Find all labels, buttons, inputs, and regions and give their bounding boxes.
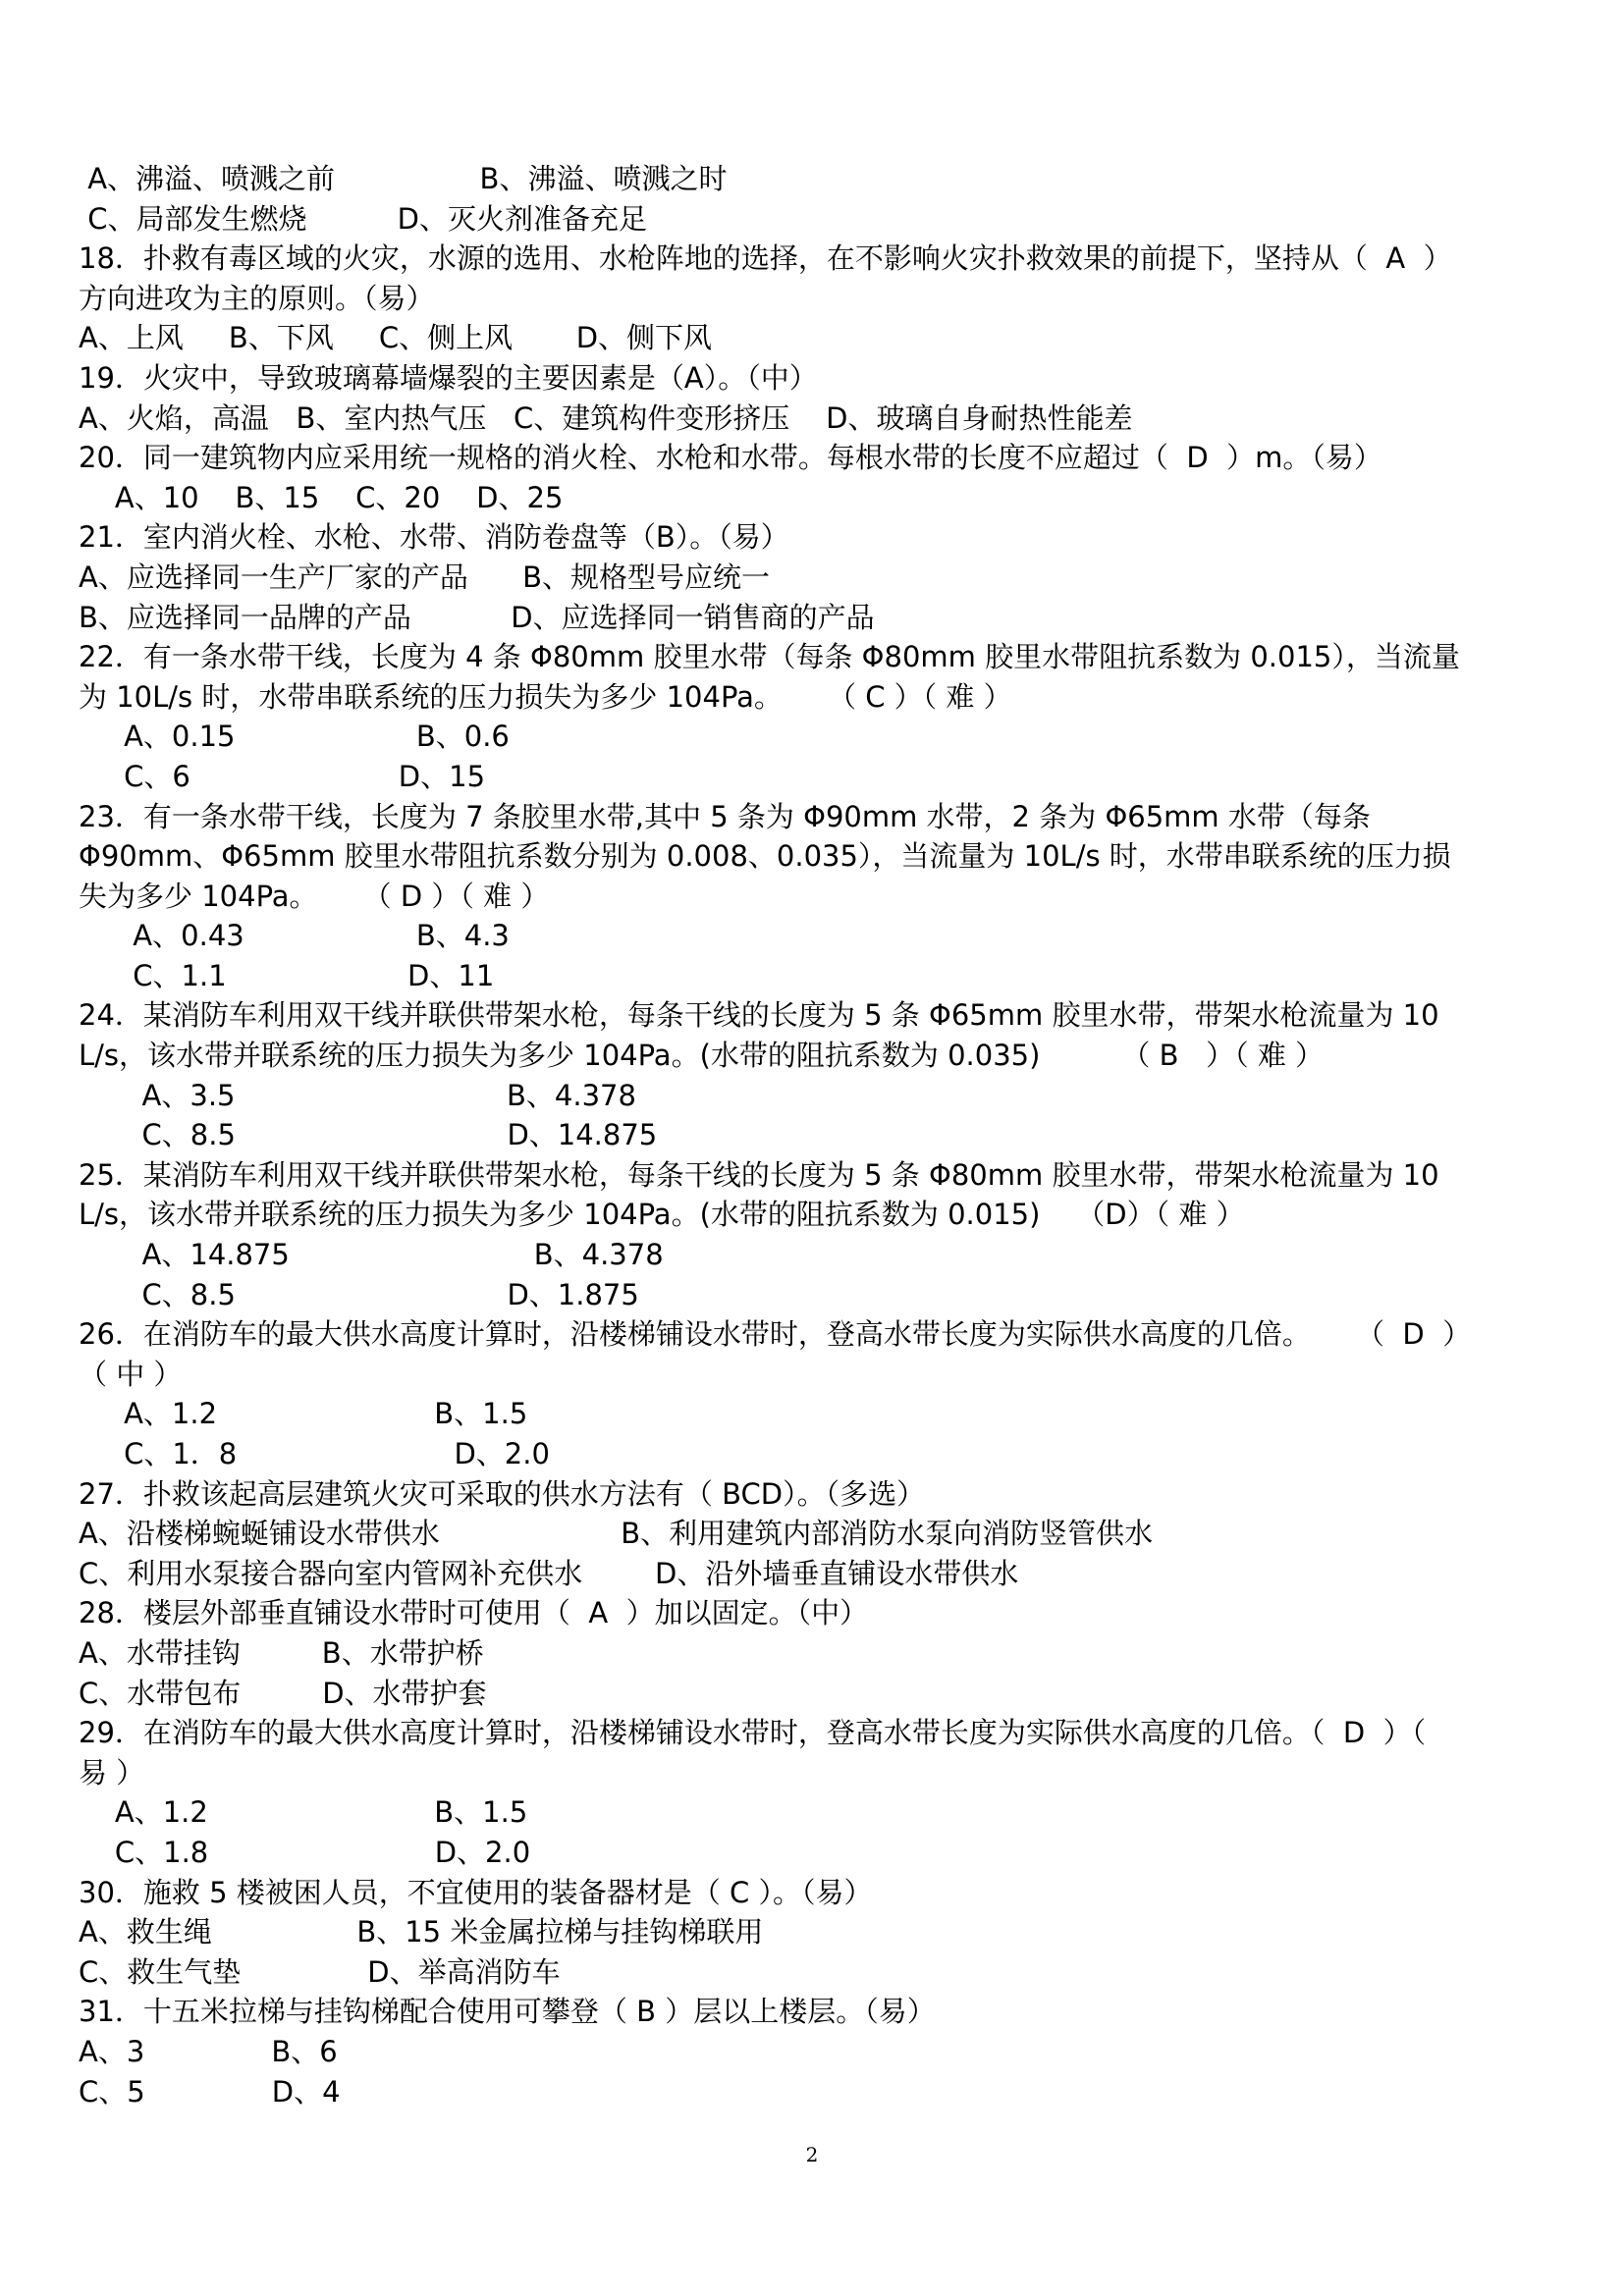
text-line: A、沿楼梯蜿蜒铺设水带供水 B、利用建筑内部消防水泵向消防竖管供水 [79, 1517, 1154, 1551]
text-line: A、沸溢、喷溅之前 B、沸溢、喷溅之时 [79, 162, 728, 195]
text-line: 27．扑救该起高层建筑火灾可采取的供水方法有（ BCD）。（多选） [79, 1476, 926, 1511]
text-line: （ 中 ） [79, 1357, 183, 1391]
document-body [79, 159, 1551, 2111]
text-line: L/s，该水带并联系统的压力损失为多少 104Pa。(水带的阻抗系数为 0.015) （D）（ 难 ） [79, 1198, 1245, 1232]
text-line: A、3.5 B、4.378 [79, 1078, 636, 1112]
text-line: 29．在消防车的最大供水高度计算时，沿楼梯铺设水带时，登高水带长度为实际供水高度的几倍。（ D ）（ [79, 1716, 1427, 1750]
text-line: A、水带挂钩 B、水带护桥 [79, 1635, 484, 1670]
text-line: A、1.2 B、1.5 [79, 1795, 528, 1830]
text-line: A、火焰，高温 B、室内热气压 C、建筑构件变形挤压 D、玻璃自身耐热性能差 [79, 400, 1133, 435]
text-line: A、救生绳 B、15 米金属拉梯与挂钩梯联用 [79, 1915, 764, 1949]
text-line: 方向进攻为主的原则。（易） [79, 281, 435, 315]
text-line: C、5 D、4 [79, 2074, 341, 2109]
text-line: C、1.1 D、11 [79, 958, 495, 992]
text-line: C、8.5 D、1.875 [79, 1277, 639, 1311]
text-line: 18．扑救有毒区域的火灾，水源的选用、水枪阵地的选择，在不影响火灾扑救效果的前提下，坚持从（ A ） [79, 241, 1452, 276]
text-line: A、3 B、6 [79, 2034, 338, 2068]
text-line: 失为多少 104Pa。 （ D ）（ 难 ） [79, 879, 550, 913]
text-line: C、1．8 D、2.0 [79, 1437, 550, 1470]
text-line: A、0.15 B、0.6 [79, 720, 510, 754]
text-line: C、8.5 D、14.875 [79, 1118, 658, 1152]
text-line: A、上风 B、下风 C、侧上风 D、侧下风 [79, 321, 713, 355]
text-line: B、应选择同一品牌的产品 D、应选择同一销售商的产品 [79, 600, 875, 634]
text-line: C、利用水泵接合器向室内管网补充供水 D、沿外墙垂直铺设水带供水 [79, 1556, 1019, 1590]
text-line: C、6 D、15 [79, 759, 486, 793]
text-line: C、局部发生燃烧 D、灭火剂准备充足 [79, 201, 647, 236]
text-line: L/s，该水带并联系统的压力损失为多少 104Pa。(水带的阻抗系数为 0.035) （ B ）（ 难 ） [79, 1039, 1325, 1073]
text-line: 30．施救 5 楼被困人员，不宜使用的装备器材是（ C ）。（易） [79, 1875, 873, 1909]
text-line: 28．楼层外部垂直铺设水带时可使用（ A ）加以固定。（中） [79, 1596, 869, 1630]
text-line: A、14.875 B、4.378 [79, 1238, 664, 1272]
text-line: A、0.43 B、4.3 [79, 919, 510, 953]
text-line: 26．在消防车的最大供水高度计算时，沿楼梯铺设水带时，登高水带长度为实际供水高度的几倍。 （ D ） [79, 1317, 1472, 1352]
text-line: 21．室内消火栓、水枪、水带、消防卷盘等（B）。（易） [79, 520, 789, 555]
text-line: 24．某消防车利用双干线并联供带架水枪，每条干线的长度为 5 条 Φ65mm 胶里水带，带架水枪流量为 10 [79, 998, 1439, 1033]
text-line: C、1.8 D、2.0 [79, 1835, 531, 1869]
text-line: 31．十五米拉梯与挂钩梯配合使用可攀登（ B ）层以上楼层。（易） [79, 1995, 936, 2029]
page-number: 2 [805, 2143, 819, 2166]
text-line: 25．某消防车利用双干线并联供带架水枪，每条干线的长度为 5 条 Φ80mm 胶里水带，带架水枪流量为 10 [79, 1157, 1439, 1192]
text-line: 为 10L/s 时，水带串联系统的压力损失为多少 104Pa。 （ C ）（ 难 ） [79, 679, 1012, 714]
text-line: C、水带包布 D、水带护套 [79, 1676, 487, 1710]
text-line: 20．同一建筑物内应采用统一规格的消火栓、水枪和水带。每根水带的长度不应超过（ D ）m。（易） [79, 441, 1382, 475]
text-line: Φ90mm、Φ65mm 胶里水带阻抗系数分别为 0.008、0.035），当流量为 10L/s 时，水带串联系统的压力损 [79, 839, 1451, 874]
text-line: 22．有一条水带干线，长度为 4 条 Φ80mm 胶里水带（每条 Φ80mm 胶里水带阻抗系数为 0.015），当流量 [79, 640, 1460, 674]
text-line: A、10 B、15 C、20 D、25 [79, 480, 564, 514]
text-line: 23．有一条水带干线，长度为 7 条胶里水带,其中 5 条为 Φ90mm 水带，2 条为 Φ65mm 水带（每条 [79, 799, 1371, 833]
text-line: A、1.2 B、1.5 [79, 1397, 528, 1431]
text-line: A、应选择同一生产厂家的产品 B、规格型号应统一 [79, 560, 771, 594]
text-line: C、救生气垫 D、举高消防车 [79, 1954, 561, 1989]
text-line: 19．火灾中，导致玻璃幕墙爆裂的主要因素是（A）。（中） [79, 360, 818, 395]
text-line: 易 ） [79, 1755, 145, 1789]
